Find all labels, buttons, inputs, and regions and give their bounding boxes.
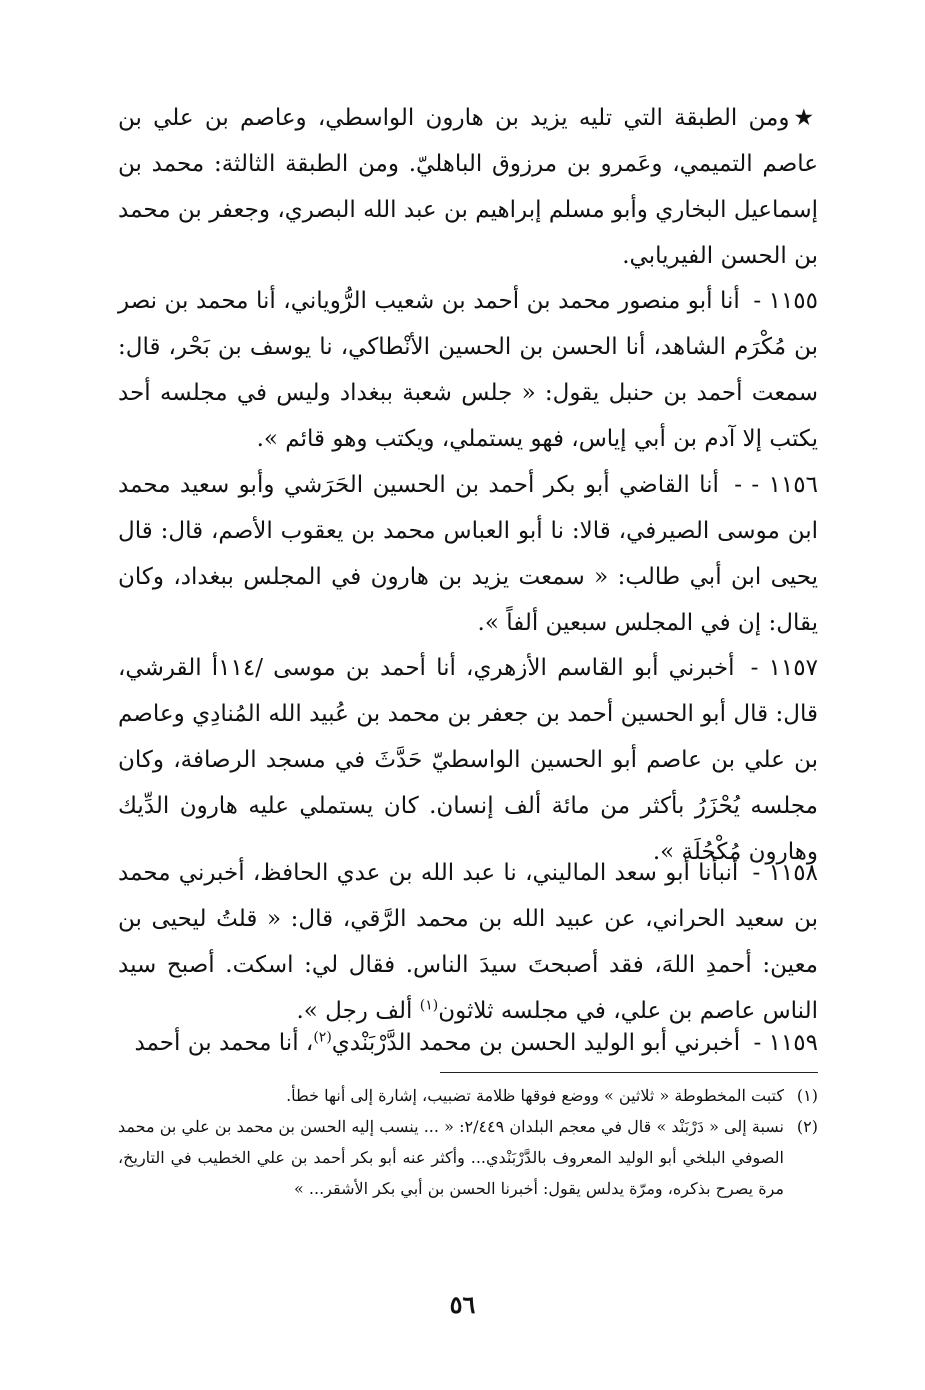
entry-text-after: ألف رجل ».: [296, 998, 413, 1024]
entry-number: ١١٥٥ -: [753, 288, 819, 314]
footnote-2: [118, 1111, 818, 1204]
star-icon: ★: [793, 105, 818, 131]
footnote-text: كتبت المخطوطة « ثلاثين » ووضع فوقها ظلامة تضبيب، إشارة إلى أنها خطأ.: [286, 1086, 784, 1105]
footnote-marker-2[interactable]: (٢): [313, 1029, 332, 1046]
entry-1156: [118, 462, 818, 646]
entry-number: ١١٥٦ - -: [734, 472, 818, 498]
footnote-marker-1[interactable]: (١): [419, 997, 439, 1014]
entry-text: أخبرني أبو القاسم الأزهري، أنا أحمد بن موسى /١١٤أ القرشي، قال: قال أبو الحسين أحمد بن جعفر بن محمد بن عُبيد الله المُنادِي وعاصم بن علي بن عاصم أبو الحسين الواسطيّ حَدَّثَ في مسجد الرصافة، وكان مجلسه يُحْزَرُ بأكثر من مائة ألف إنسان. كان يستملي عليه هارون الدِّيك وهارون مُكْحُلَة ».: [118, 655, 818, 865]
footnote-text: نسبة إلى « دَرْبَنْد » قال في معجم البلدان ٢/٤٤٩: « ... ينسب إليه الحسن بن محمد بن علي بن محمد الصوفي البلخي أبو الوليد المعروف بالدَّرْبَنْدي... وأكثر عنه أبو بكر أحمد بن علي الخطيب في التاريخ، مرة يصرح بذكره، ومرّة يدلس يقول: أخبرنا الحسن بن أبي بكر الأشقر... »: [118, 1117, 785, 1198]
entry-text: أنبأنا أبو سعد الماليني، نا عبد الله بن عدي الحافظ، أخبرني محمد بن سعيد الحراني، عن عبيد الله بن محمد الرَّقي، قال: « قلتُ ليحيى بن معين: أحمدِ اللهَ، فقد أصبحتَ سيدَ الناس. فقال لي: اسكت. أصبح سيد الناس عاصم بن علي، في مجلسه ثلاثون: [118, 860, 818, 1024]
intro-text: ومن الطبقة التي تليه يزيد بن هارون الواسطي، وعاصم بن علي بن عاصم التميمي، وعَمرو بن مرزوق الباهليّ. ومن الطبقة الثالثة: محمد بن إسماعيل البخاري وأبو مسلم إبراهيم بن عبد الله البصري، وجعفر بن محمد بن الحسن الفيريابي.: [118, 105, 818, 269]
entry-text: أنا أبو منصور محمد بن أحمد بن شعيب الرُّوياني، أنا محمد بن نصر بن مُكْرَم الشاهد، أنا الحسن بن الحسين الأنْطاكي، نا يوسف بن بَحْر، قال: سمعت أحمد بن حنبل يقول: « جلس شعبة ببغداد وليس في مجلسه أحد يكتب إلا آدم بن أبي إياس، فهو يستملي، ويكتب وهو قائم ».: [118, 288, 818, 452]
entry-text: أخبرني أبو الوليد الحسن بن محمد الدَّرْبَنْدي: [331, 1030, 741, 1056]
entry-1157: [118, 645, 818, 875]
footnote-1: [118, 1080, 818, 1111]
entry-1159: [118, 1020, 818, 1066]
page-number: ٥٦: [449, 1290, 476, 1319]
entry-1158: [118, 850, 818, 1034]
entry-number: ١١٥٩ -: [753, 1030, 818, 1056]
entry-text-after: ، أنا محمد بن أحمد: [134, 1030, 314, 1056]
entry-number: ١١٥٨ -: [752, 860, 818, 886]
intro-paragraph: [118, 95, 818, 279]
footnote-number: (١): [796, 1086, 818, 1105]
footnotes-section: [118, 1080, 818, 1204]
footnote-divider: [440, 1072, 818, 1073]
entry-1155: [118, 278, 818, 462]
footnote-number: (٢): [796, 1117, 818, 1136]
entry-number: ١١٥٧ -: [750, 655, 818, 681]
entry-text: أنا القاضي أبو بكر أحمد بن الحسين الحَرَشي وأبو سعيد محمد ابن موسى الصيرفي، قالا: نا أبو العباس محمد بن يعقوب الأصم، قال: قال يحيى ابن أبي طالب: « سمعت يزيد بن هارون في المجلس ببغداد، وكان يقال: إن في المجلس سبعين ألفاً ».: [118, 472, 818, 636]
